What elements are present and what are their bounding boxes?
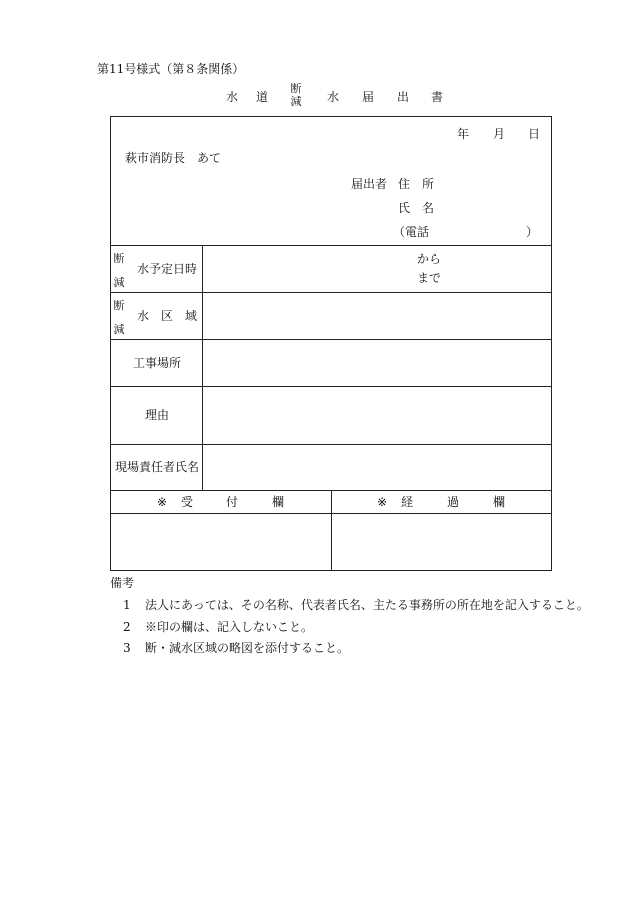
remark-number: 3 xyxy=(123,641,131,655)
title-char: 書 xyxy=(431,90,444,104)
column-divider xyxy=(202,245,203,490)
reception-mark: ※ xyxy=(157,495,168,509)
column-divider xyxy=(331,490,332,570)
date-year: 年 xyxy=(457,127,470,141)
schedule-from[interactable]: から xyxy=(417,252,442,266)
area-label: 水 区 域 xyxy=(137,309,198,323)
schedule-stacked-chars xyxy=(113,247,125,295)
title-stacked-char: 減 xyxy=(290,95,302,108)
row-divider xyxy=(111,386,551,387)
addressee: 萩市消防長 あて xyxy=(125,151,222,165)
title-char: 水 xyxy=(226,90,239,104)
form-number: 第11号様式（第８条関係） xyxy=(97,62,245,76)
title-stacked-char: 断 xyxy=(290,82,302,95)
phone-close: ） xyxy=(526,225,539,239)
applicant-label: 届出者 xyxy=(351,177,388,191)
reception-char: 受 xyxy=(181,495,194,509)
progress-char: 過 xyxy=(447,495,460,509)
row-divider xyxy=(111,245,551,246)
name-label: 氏 名 xyxy=(398,201,435,215)
progress-char: 欄 xyxy=(493,495,506,509)
site-label: 工事場所 xyxy=(133,356,182,370)
title-char: 道 xyxy=(256,90,269,104)
row-divider xyxy=(111,444,551,445)
progress-char: 経 xyxy=(401,495,414,509)
reason-label: 理由 xyxy=(145,408,170,422)
reception-char: 欄 xyxy=(272,495,285,509)
title-char: 出 xyxy=(397,90,410,104)
remarks-heading: 備考 xyxy=(110,576,135,590)
title-char: 届 xyxy=(362,90,375,104)
remark-text: 断・減水区域の略図を添付すること。 xyxy=(145,641,350,655)
stacked-char: 断 xyxy=(113,299,125,312)
date-month: 月 xyxy=(493,127,506,141)
manager-label: 現場責任者氏名 xyxy=(115,460,200,474)
remark-text: 法人にあっては、その名称、代表者氏名、主たる事務所の所在地を記入すること。 xyxy=(145,598,589,612)
row-divider xyxy=(111,292,551,293)
stacked-char: 断 xyxy=(113,252,125,265)
area-stacked-chars xyxy=(113,294,125,342)
address-label: 住 所 xyxy=(398,177,435,191)
date-day: 日 xyxy=(528,127,541,141)
reception-char: 付 xyxy=(226,495,239,509)
form-table xyxy=(110,116,552,571)
title-stacked-chars xyxy=(289,82,303,108)
schedule-label: 水予定日時 xyxy=(137,262,198,276)
stacked-char: 減 xyxy=(113,323,125,336)
title-char: 水 xyxy=(327,90,340,104)
remark-text: ※印の欄は、記入しないこと。 xyxy=(145,620,314,634)
schedule-to[interactable]: まで xyxy=(417,271,442,285)
row-divider xyxy=(111,339,551,340)
stacked-char: 減 xyxy=(113,276,125,289)
phone-label: （電話 xyxy=(393,225,430,239)
document-title xyxy=(0,82,630,110)
remark-number: 1 xyxy=(123,598,131,612)
remark-number: 2 xyxy=(123,620,131,634)
progress-mark: ※ xyxy=(377,495,388,509)
